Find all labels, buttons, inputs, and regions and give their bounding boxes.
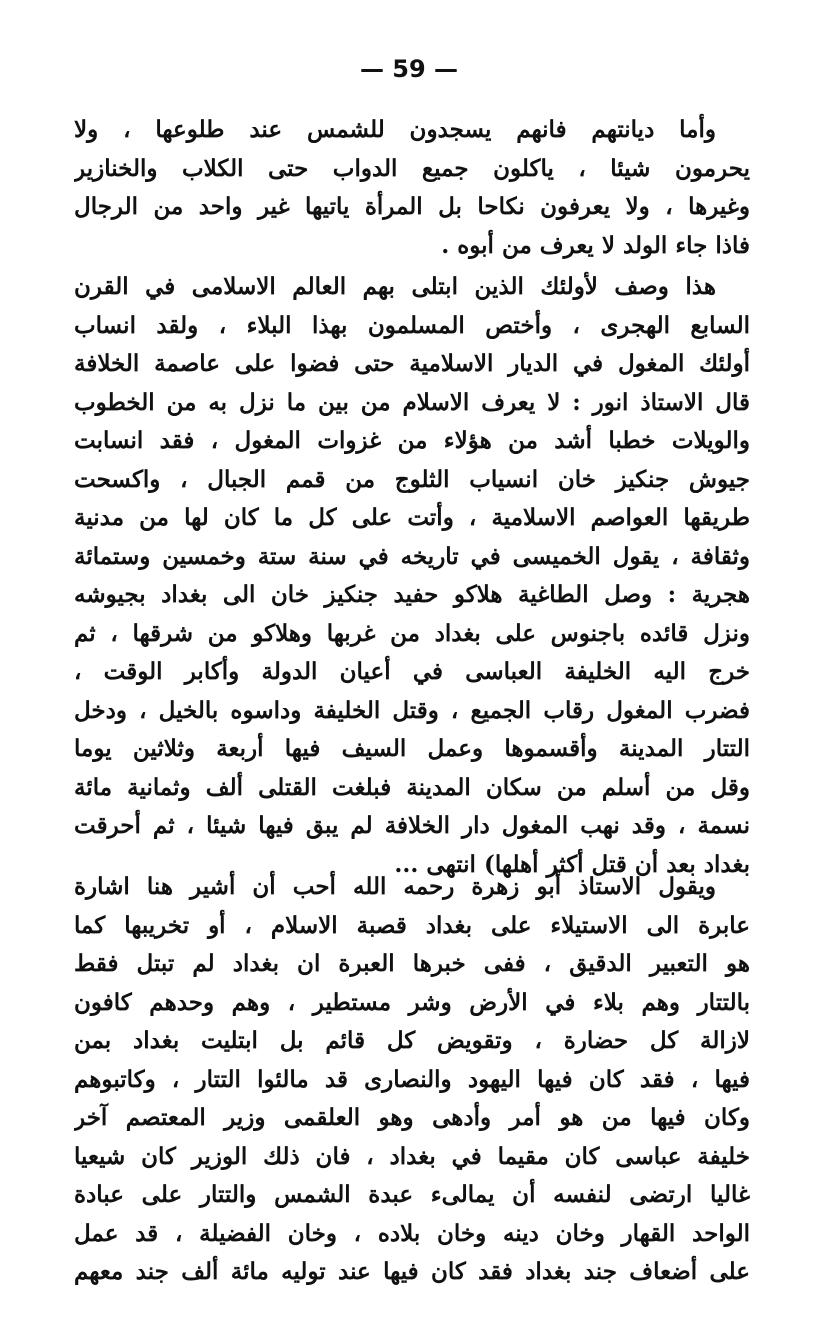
text-line: غاليا ارتضى لنفسه أن يمالىء عبدة الشمس والتتار على عبادة	[74, 1181, 750, 1208]
text-line: فضرب المغول رقاب الجميع ، وقتل الخليفة وداسوه بالخيل ، ودخل	[74, 696, 750, 724]
text-line: فاذا جاء الولد لا يعرف من أبوه .	[441, 231, 750, 259]
text-line: الواحد القهار وخان دينه وخان بلاده ، وخان الفضيلة ، قد عمل	[74, 1219, 750, 1247]
text-line: خرج اليه الخليفة العباسى في أعيان الدولة وأكابر الوقت ،	[74, 658, 750, 685]
text-line: وثقافة ، يقول الخميسى في تاريخه في سنة ستة وخمسين وستمائة	[74, 542, 750, 570]
text-line: على أضعاف جند بغداد فقد كان فيها عند توليه مائة ألف جند معهم	[74, 1258, 750, 1285]
paragraph-1	[74, 111, 750, 265]
text-line: خليفة عباسى كان مقيما في بغداد ، فان ذلك الوزير كان شيعيا	[74, 1142, 750, 1170]
text-line: وغيرها ، ولا يعرفون نكاحا بل المرأة ياتيها غير واحد من الرجال	[74, 193, 750, 220]
paragraph-3	[74, 868, 750, 1292]
text-line: التتار المدينة وأقسموها وعمل السيف فيها أربعة وثلاثين يوما	[74, 735, 750, 762]
text-line: قال الاستاذ انور : لا يعرف الاسلام من بين ما نزل به من الخطوب	[74, 388, 750, 416]
text-line: فيها ، فقد كان فيها اليهود والنصارى قد مالئوا التتار ، وكاتبوهم	[74, 1065, 750, 1093]
text-line: وأما ديانتهم فانهم يسجدون للشمس عند طلوعها ، ولا	[74, 116, 716, 143]
text-line: ويقول الاستاذ أبو زهرة رحمه الله أحب أن أشير هنا اشارة	[74, 873, 716, 900]
text-line: ونزل قائده باجنوس على بغداد من غربها وهلاكو من شرقها ، ثم	[74, 619, 750, 647]
text-line: نسمة ، وقد نهب المغول دار الخلافة لم يبق فيها شيئا ، ثم أحرقت	[74, 812, 750, 839]
text-line: وقل من أسلم من سكان المدينة فبلغت القتلى ألف وثمانية مائة	[74, 773, 750, 801]
text-line: يحرمون شيئا ، ياكلون جميع الدواب حتى الكلاب والخنازير	[74, 154, 750, 182]
text-line: وكان فيها من هو أمر وأدهى وهو العلقمى وزير المعتصم آخر	[74, 1104, 750, 1131]
text-line: السابع الهجرى ، وأختص المسلمون بهذا البلاء ، ولقد انساب	[74, 311, 750, 339]
paragraph-2	[74, 268, 750, 884]
text-line: بالتتار وهم بلاء في الأرض وشر مستطير ، وهم وحدهم كافون	[74, 988, 750, 1016]
text-line: والويلات خطبا أشد من هؤلاء من غزوات المغول ، فقد انسابت	[74, 427, 750, 454]
text-line: هذا وصف لأولئك الذين ابتلى بهم العالم الاسلامى في القرن	[74, 273, 716, 300]
text-line: أولئك المغول في الديار الاسلامية حتى فضوا على عاصمة الخلافة	[74, 350, 750, 377]
text-line: هجرية : وصل الطاغية هلاكو حفيد جنكيز خان الى بغداد بجيوشه	[74, 581, 750, 608]
text-line: هو التعبير الدقيق ، ففى خبرها العبرة ان بغداد لم تبتل فقط	[74, 950, 750, 977]
text-line: طريقها العواصم الاسلامية ، وأتت على كل ما كان لها من مدنية	[74, 504, 750, 531]
text-line: جيوش جنكيز خان انسياب الثلوج من قمم الجبال ، واكسحت	[74, 465, 750, 493]
text-line: بغداد بعد أن قتل أكثر أهلها) انتهى ...	[394, 850, 750, 878]
text-line: لازالة كل حضارة ، وتقويض كل قائم بل ابتليت بغداد بمن	[74, 1027, 750, 1054]
text-line: عابرة الى الاستيلاء على بغداد قصبة الاسلام ، أو تخريبها كما	[74, 911, 750, 939]
page-number: — 59 —	[359, 55, 459, 83]
